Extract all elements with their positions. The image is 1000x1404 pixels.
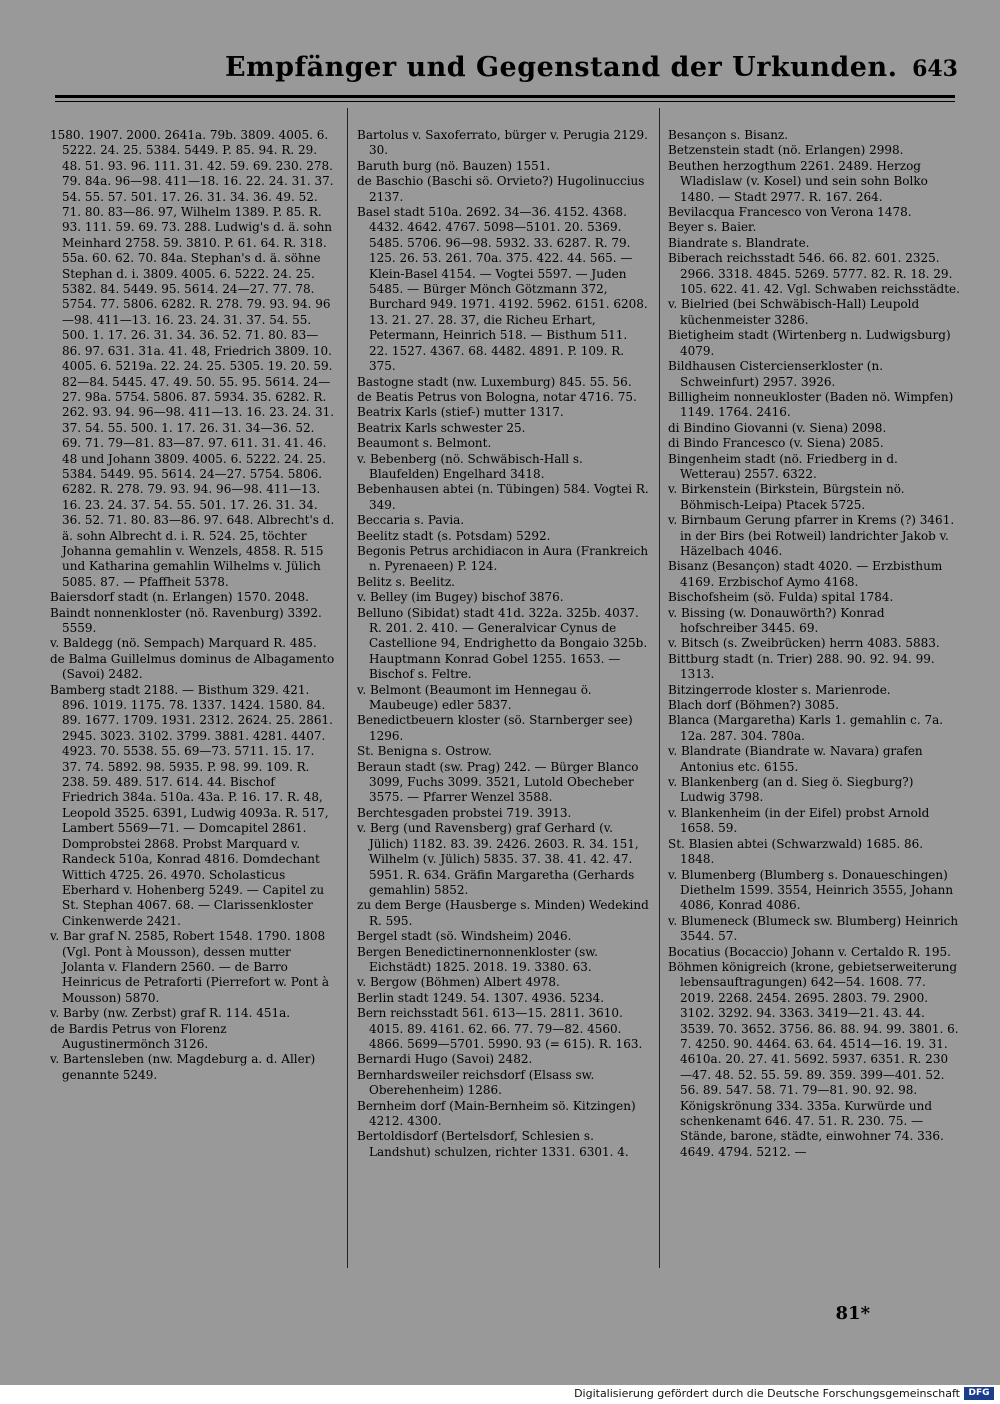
index-entry: v. Blumenberg (Blumberg s. Donaueschingen) Diethelm 1599. 3554, Heinrich 3555, Johann 4086, Konrad 4086. <box>668 867 954 913</box>
index-column-2 <box>357 128 650 1160</box>
index-entry: v. Belmont (Beaumont im Hennegau ö. Maubeuge) edler 5837. <box>357 682 592 713</box>
index-entry: Bebenhausen abtei (n. Tübingen) 584. Vogtei R. 349. <box>357 482 649 512</box>
index-entry: v. Bebenberg (nö. Schwäbisch-Hall s. Blaufelden) Engelhard 3418. <box>357 451 583 481</box>
index-entry: v. Blandrate (Biandrate w. Navara) grafen Antonius etc. 6155. <box>668 744 923 774</box>
index-entry: v. Blankenberg (an d. Sieg ö. Siegburg?) Ludwig 3798. <box>668 775 914 805</box>
index-entry: Bartolus v. Saxoferrato, bürger v. Perugia 2129. 30. <box>357 128 648 158</box>
footer-text: Digitalisierung gefördert durch die Deutsche Forschungsgemeinschaft <box>574 1387 960 1400</box>
index-entry: Bocatius (Bocaccio) Johann v. Certaldo R. 195. <box>668 944 951 959</box>
index-entry: Bergen Benedictinernonnenkloster (sw. Eichstädt) 1825. 2018. 19. 3380. 63. <box>357 944 598 974</box>
index-entry: St. Benigna s. Ostrow. <box>357 744 492 759</box>
index-entry: Bertoldisdorf (Bertelsdorf, Schlesien s. Landshut) schulzen, richter 1331. 6301. 4. <box>357 1129 629 1159</box>
index-entry: v. Blumeneck (Blumeck sw. Blumberg) Heinrich 3544. 57. <box>668 913 959 944</box>
index-entry: v. Baldegg (nö. Sempach) Marquard R. 485. <box>50 636 317 651</box>
index-entry: Beatrix Karls (stief-) mutter 1317. <box>357 405 564 420</box>
index-entry: Blanca (Margaretha) Karls 1. gemahlin c. 7a. 12a. 287. 304. 780a. <box>668 713 944 743</box>
index-entry: Bern reichsstadt 561. 613—15. 2811. 3610. 4015. 89. 4161. 62. 66. 77. 79—82. 4560. 4866. 5699—5701. 5990. 93 (= 615). R. 163. <box>357 1006 643 1051</box>
index-entry: Begonis Petrus archidiacon in Aura (Frankreich n. Pyrenaeen) P. 124. <box>357 543 649 574</box>
index-column-3 <box>668 128 960 1160</box>
index-entry: Beccaria s. Pavia. <box>357 513 465 528</box>
index-entry: Belluno (Sibidat) stadt 41d. 322a. 325b. 4037. R. 201. 2. 410. — Generalvicar Cynus de Castellione 94, Endrighetto da Bongaio 325b. Hauptmann Konrad Gobel 1255. 1653. — Bischof s. Feltre. <box>357 605 648 682</box>
index-entry: Bischofsheim (sö. Fulda) spital 1784. <box>668 590 894 605</box>
index-entry: v. Bitsch (s. Zweibrücken) herrn 4083. 5883. <box>668 636 940 651</box>
index-entry: Blach dorf (Böhmen?) 3085. <box>668 698 839 713</box>
index-entry: v. Barby (nw. Zerbst) graf R. 114. 451a. <box>50 1006 291 1021</box>
index-entry: de Bardis Petrus von Florenz Augustinermönch 3126. <box>50 1021 227 1051</box>
index-entry: Bittburg stadt (n. Trier) 288. 90. 92. 94. 99. 1313. <box>668 651 935 682</box>
index-entry: Böhmen königreich (krone, gebietserweiterung lebensauftragungen) 642—54. 1608. 77. 2019. 2268. 2454. 2695. 2803. 79. 2900. 3102. 3292. 94. 3363. 3419—21. 43. 44. 3539. 70. 3652. 3756. 86. 88. 94. 99. 3801. 6. 7. 4250. 90. 4464. 63. 64. 4514—16. 19. 31. 4610a. 20. 27. 41. 5692. 5937. 6351. R. 230—47. 48. 52. 55. 59. 89. 359. 399—401. 52. 56. 89. 547. 58. 71. 79—81. 90. 92. 98. Königskrönung 334. 335a. Kurwürde und schenkenamt 646. 47. 51. R. 230. 75. — Stände, barone, städte, einwohner 74. 336. 4649. 4794. 5212. — <box>668 959 959 1159</box>
index-entry: v. Bar graf N. 2585, Robert 1548. 1790. 1808 (Vgl. Pont à Mousson), dessen mutter Jolanta v. Flandern 2560. — de Barro Heinricus de Petraforti (Pierrefort w. Pont à Mousson) 5870. <box>50 929 330 1005</box>
index-entry: Bitzingerrode kloster s. Marienrode. <box>668 682 891 697</box>
index-entry: Basel stadt 510a. 2692. 34—36. 4152. 4368. 4432. 4642. 4767. 5098—5101. 20. 5369. 5485. 5706. 96—98. 5932. 33. 6287. R. 79. 125. 26. 53. 261. 70a. 375. 422. 44. 565. — Klein-Basel 4154. — Vogtei 5597. — Juden 5485. — Bürger Mönch Götzmann 372, Burchard 949. 1971. 4192. 5962. 6151. 6208. 13. 21. 27. 28. 37, die Richeu Erhart, Petermann, Heinrich 518. — Bisthum 511. 22. 1527. 4367. 68. 4482. 4891. P. 109. R. 375. <box>357 205 648 374</box>
index-entry: Berlin stadt 1249. 54. 1307. 4936. 5234. <box>357 990 605 1005</box>
index-entry: Beelitz stadt (s. Potsdam) 5292. <box>357 528 551 543</box>
index-entry: Biberach reichsstadt 546. 66. 82. 601. 2325. 2966. 3318. 4845. 5269. 5777. 82. R. 18. 29. 105. 622. 41. 42. Vgl. Schwaben reichsstädte. <box>668 251 960 297</box>
index-entry: Bingenheim stadt (nö. Friedberg in d. Wetterau) 2557. 6322. <box>668 451 898 481</box>
index-entry: de Balma Guillelmus dominus de Albagamento (Savoi) 2482. <box>50 651 335 682</box>
page-number: 643 <box>912 56 958 82</box>
index-entry: Besançon s. Bisanz. <box>668 128 789 142</box>
index-entry: Biandrate s. Blandrate. <box>668 235 810 250</box>
index-entry: v. Blankenheim (in der Eifel) probst Arnold 1658. 59. <box>668 805 930 836</box>
index-entry: v. Belley (im Bugey) bischof 3876. <box>357 590 564 605</box>
index-entry: Bildhausen Cistercienserkloster (n. Schweinfurt) 2957. 3926. <box>668 359 884 389</box>
index-entry: Bastogne stadt (nw. Luxemburg) 845. 55. 56. <box>357 374 632 389</box>
index-entry: Bevilacqua Francesco von Verona 1478. <box>668 205 912 220</box>
index-entry: v. Bartensleben (nw. Magdeburg a. d. Aller) genannte 5249. <box>50 1052 316 1082</box>
footer-bar <box>0 1385 1000 1404</box>
index-entry: Beaumont s. Belmont. <box>357 436 492 451</box>
index-entry: di Bindino Giovanni (v. Siena) 2098. <box>668 420 887 435</box>
column-separator <box>347 108 348 1268</box>
index-entry: Bernheim dorf (Main-Bernheim sö. Kitzingen) 4212. 4300. <box>357 1098 636 1128</box>
index-entry: v. Berg (und Ravensberg) graf Gerhard (v. Jülich) 1182. 83. 39. 2426. 2603. R. 34. 151, Wilhelm (v. Jülich) 5835. 37. 38. 41. 42. 47. 5951. R. 634. Gräfin Margaretha (Gerhards gemahlin) 5852. <box>357 821 639 897</box>
signature-mark: 81* <box>835 1303 870 1324</box>
index-entry: v. Bielried (bei Schwäbisch-Hall) Leupold küchenmeister 3286. <box>668 297 920 327</box>
index-entry: de Baschio (Baschi sö. Orvieto?) Hugolinuccius 2137. <box>357 174 645 204</box>
index-entry: Baindt nonnenkloster (nö. Ravenburg) 3392. 5559. <box>50 605 322 635</box>
header-rule-thin <box>55 101 955 102</box>
column-separator <box>659 108 660 1268</box>
index-entry: v. Birkenstein (Birkstein, Bürgstein nö. Böhmisch-Leipa) Ptacek 5725. <box>668 482 905 512</box>
index-entry: Bernardi Hugo (Savoi) 2482. <box>357 1052 533 1067</box>
index-entry: v. Bergow (Böhmen) Albert 4978. <box>357 975 560 990</box>
index-entry: Berchtesgaden probstei 719. 3913. <box>357 805 572 820</box>
index-entry: Belitz s. Beelitz. <box>357 574 455 589</box>
index-entry: zu dem Berge (Hausberge s. Minden) Wedekind R. 595. <box>357 898 649 928</box>
index-entry: Beraun stadt (sw. Prag) 242. — Bürger Blanco 3099, Fuchs 3099. 3521, Lutold Obecheber 3575. — Pfarrer Wenzel 3588. <box>357 759 639 805</box>
index-entry: St. Blasien abtei (Schwarzwald) 1685. 86. 1848. <box>668 836 924 867</box>
index-entry: v. Bissing (w. Donauwörth?) Konrad hofschreiber 3445. 69. <box>668 605 885 635</box>
page-title: Empfänger und Gegenstand der Urkunden. <box>225 52 898 83</box>
index-entry: de Beatis Petrus von Bologna, notar 4716. 75. <box>357 389 637 404</box>
index-entry: Benedictbeuern kloster (sö. Starnberger see) 1296. <box>357 713 633 743</box>
index-entry: Baiersdorf stadt (n. Erlangen) 1570. 2048. <box>50 590 309 605</box>
header-rule-thick <box>55 95 955 98</box>
index-entry: Billigheim nonneukloster (Baden nö. Wimpfen) 1149. 1764. 2416. <box>668 389 954 420</box>
index-column-1 <box>50 128 335 1083</box>
index-entry: di Bindo Francesco (v. Siena) 2085. <box>668 436 884 451</box>
page-header <box>40 52 960 88</box>
dfg-logo: DFG <box>964 1387 994 1400</box>
index-entry: Baruth burg (nö. Bauzen) 1551. <box>357 158 551 173</box>
index-entry: Beatrix Karls schwester 25. <box>357 420 526 435</box>
index-entry: Bernhardsweiler reichsdorf (Elsass sw. Oberehenheim) 1286. <box>357 1067 595 1098</box>
index-entry: Betzenstein stadt (nö. Erlangen) 2998. <box>668 143 904 158</box>
index-entry: v. Birnbaum Gerung pfarrer in Krems (?) 3461. in der Birs (bei Rotweil) landrichter Jakob v. Häzelbach 4046. <box>668 513 955 558</box>
index-entry: Bietigheim stadt (Wirtenberg n. Ludwigsburg) 4079. <box>668 328 951 358</box>
index-entry: Beuthen herzogthum 2261. 2489. Herzog Wladislaw (v. Kosel) und sein sohn Bolko 1480. — Stadt 2977. R. 167. 264. <box>668 158 928 204</box>
index-entry: Bergel stadt (sö. Windsheim) 2046. <box>357 929 572 944</box>
index-entry: Bisanz (Besançon) stadt 4020. — Erzbisthum 4169. Erzbischof Aymo 4168. <box>668 559 943 589</box>
index-entry: 1580. 1907. 2000. 2641a. 79b. 3809. 4005. 6. 5222. 24. 25. 5384. 5449. P. 85. 94. R. 29. 48. 51. 93. 96. 111. 31. 42. 59. 69. 230. 278. 79. 84a. 96—98. 411—18. 16. 22. 24. 31. 37. 54. 55. 57. 501. 17. 26. 31. 34. 36. 49. 52. 71. 80. 83—86. 97, Wilhelm 1389. P. 85. R. 93. 111. 59. 69. 73. 288. Ludwig's d. ä. sohn Meinhard 2758. 59. 3810. P. 61. 64. R. 318. 55a. 60. 62. 70. 84a. Stephan's d. ä. söhne Stephan d. i. 3809. 4005. 6. 5222. 24. 25. 5382. 84. 5449. 95. 5614. 24—27. 77. 78. 5754. 77. 5806. 6282. R. 278. 79. 93. 94. 96—98. 411—13. 16. 23. 24. 31. 37. 54. 55. 500. 1. 17. 26. 31. 34. 36. 52. 71. 80. 83—86. 97. 631. 31a. 41. 48, Friedrich 3809. 10. 4005. 6. 5219a. 22. 24. 25. 5305. 19. 20. 59. 82—84. 5445. 47. 49. 50. 55. 95. 5614. 24—27. 98a. 5754. 5806. 87. 5934. 35. 6282. R. 262. 93. 94. 96—98. 411—13. 16. 23. 24. 31. 37. 54. 55. 500. 1. 17. 26. 31. 34—36. 52. 69. 71. 79—81. 83—87. 97. 611. 31. 41. 46. 48 und Johann 3809. 4005. 6. 5222. 24. 25. 5384. 5449. 95. 5614. 24—27. 5754. 5806. 6282. R. 278. 79. 93. 94. 96—98. 411—13. 16. 23. 24. 37. 54. 55. 501. 17. 26. 31. 34. 36. 52. 71. 80. 83—86. 97. 648. Albrecht's d. ä. sohn Albrecht d. i. R. 524. 25, töchter Johanna gemahlin v. Wenzels, 4858. R. 515 und Katharina gemahlin Wilhelms v. Jülich 5085. 87. — Pfaffheit 5378. <box>50 128 335 589</box>
index-entry: Beyer s. Baier. <box>668 220 757 235</box>
index-entry: Bamberg stadt 2188. — Bisthum 329. 421. 896. 1019. 1175. 78. 1337. 1424. 1580. 84. 89. 1677. 1709. 1931. 2312. 2624. 25. 2861. 2945. 3023. 3102. 3799. 3881. 4281. 4407. 4923. 70. 5538. 55. 69—73. 5711. 15. 17. 37. 74. 5892. 98. 5935. P. 98. 99. 109. R. 238. 59. 489. 517. 614. 44. Bischof Friedrich 384a. 510a. 43a. P. 16. 17. R. 48, Leopold 3525. 6391, Ludwig 4093a. R. 517, Lambert 5569—71. — Domcapitel 2861. Domprobstei 2868. Probst Marquard v. Randeck 510a, Konrad 4816. Domdechant Wittich 4725. 26. 4970. Scholasticus Eberhard v. Hohenberg 5249. — Capitel zu St. Stephan 4067. 68. — Clarissenkloster Cinkenwerde 2421. <box>50 682 333 928</box>
